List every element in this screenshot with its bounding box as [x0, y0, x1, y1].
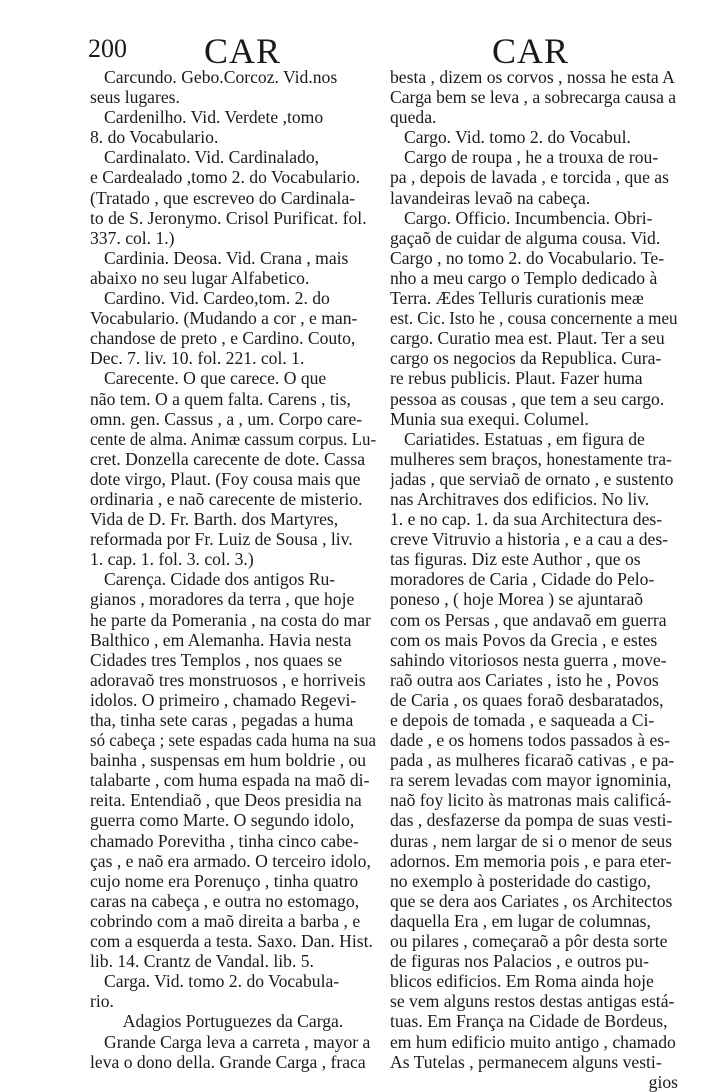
- text-line: poneso , ( hoje Morea ) se ajuntaraõ: [390, 589, 644, 610]
- text-line: com a esquerda a testa. Saxo. Dan. Hist.: [90, 931, 373, 952]
- text-line: das , desfazerse da pompa de suas vesti-: [390, 810, 673, 831]
- text-line: gianos , moradores da terra , que hoje: [90, 589, 355, 610]
- text-line: nas Architraves dos edificios. No liv.: [390, 488, 650, 509]
- right-column: [390, 67, 678, 1092]
- text-line: (Tratado , que escreveo do Cardinala-: [90, 187, 356, 208]
- text-line: naõ foy licito às matronas mais calificá-: [390, 790, 672, 811]
- text-line: lib. 14. Crantz de Vandal. lib. 5.: [90, 951, 314, 972]
- text-line: não tem. O a quem falta. Carens , tis,: [90, 388, 351, 409]
- text-line: Cargo de roupa , he a trouxa de rou-: [404, 147, 659, 168]
- text-line: e depois de tomada , e saqueada a Ci-: [390, 710, 655, 730]
- text-line: Cardenilho. Vid. Verdete ,tomo: [104, 107, 324, 128]
- text-line: com os Persas , que andavaõ em guerra: [390, 609, 667, 630]
- text-line: Vida de D. Fr. Barth. dos Martyres,: [90, 509, 339, 530]
- text-line: Adagios Portuguezes da Carga.: [122, 1011, 344, 1032]
- text-line: ças , e naõ era armado. O terceiro idolo,: [90, 850, 371, 871]
- text-line: no exemplo à posteridade do castigo,: [390, 870, 651, 891]
- text-line: Cargo. Vid. tomo 2. do Vocabul.: [404, 127, 631, 148]
- text-line: Carga bem se leva , a sobrecarga causa a: [390, 87, 677, 108]
- text-line: tha, tinha sete caras , pegadas a huma: [90, 710, 354, 730]
- text-line: chandose de preto , e Cardino. Couto,: [90, 328, 356, 349]
- text-line: pa , depois de lavada , e torcida , que as: [390, 167, 669, 188]
- text-line: pessoa as cousas , que tem a seu cargo.: [390, 388, 665, 409]
- text-line: re rebus publicis. Plaut. Fazer huma: [390, 368, 643, 389]
- text-line: nho a meu cargo o Templo dedicado à: [390, 267, 658, 288]
- text-line: reita. Entendiaõ , que Deos presidia na: [90, 790, 362, 811]
- page-header: [0, 30, 709, 72]
- text-line: Balthico , em Alemanha. Havia nesta: [90, 629, 352, 650]
- text-line: guerra como Marte. O segundo idolo,: [90, 810, 355, 831]
- running-head-right: CAR: [492, 31, 570, 71]
- text-line: ou pilares , começaraõ a pôr desta sorte: [390, 931, 668, 952]
- text-line: Dec. 7. liv. 10. fol. 221. col. 1.: [90, 348, 305, 369]
- text-line: com os mais Povos da Grecia , e estes: [390, 629, 658, 650]
- text-line: só cabeça ; sete espadas cada huma na sua: [90, 730, 376, 751]
- text-line: Munia sua exequi. Columel.: [390, 408, 589, 429]
- text-line: omn. gen. Cassus , a , um. Corpo care-: [90, 408, 363, 429]
- text-line: Carecente. O que carece. O que: [104, 368, 327, 389]
- text-line: em hum edificio muito antigo , chamado: [390, 1031, 676, 1052]
- text-line: adornos. Em memoria pois , e para eter-: [390, 850, 672, 871]
- text-line: de figuras nos Palacios , e outros pu-: [390, 951, 649, 972]
- text-line: 337. col. 1.): [90, 227, 175, 248]
- text-line: adoravaõ tres monstruosos , e horriveis: [90, 669, 366, 690]
- text-line: Carga. Vid. tomo 2. do Vocabula-: [104, 971, 340, 992]
- text-line: besta , dizem os corvos , nossa he esta A: [390, 67, 675, 87]
- text-line: ordinaria , e naõ carecente de misterio.: [90, 488, 363, 509]
- text-line: Cardinalato. Vid. Cardinalado,: [104, 147, 320, 168]
- left-column: [90, 67, 376, 1072]
- text-line: he parte da Pomerania , na costa do mar: [90, 609, 371, 630]
- text-line: 1. cap. 1. fol. 3. col. 3.): [90, 549, 254, 570]
- text-line: Cargo , no tomo 2. do Vocabulario. Te-: [390, 247, 665, 268]
- text-line: est. Cic. Isto he , cousa concernente a meu: [390, 308, 678, 329]
- text-line: gaçaõ de cuidar de alguma cousa. Vid.: [390, 227, 661, 248]
- text-line: Cidades tres Templos , nos quaes se: [90, 649, 343, 670]
- text-line: seus lugares.: [90, 87, 180, 108]
- text-line: duras , nem largar de si o menor de seus: [390, 830, 673, 851]
- text-line: idolos. O primeiro , chamado Regevi-: [90, 689, 357, 710]
- text-line: tuas. Em França na Cidade de Bordeus,: [390, 1011, 668, 1032]
- text-line: sahindo vitoriosos nesta guerra , move-: [390, 649, 667, 670]
- text-line: dade , e os homens todos passados à es-: [390, 730, 670, 751]
- text-line: cente de alma. Animæ cassum corpus. Lu-: [90, 428, 376, 449]
- text-line: pada , as mulheres ficaraõ cativas , e pa-: [390, 750, 675, 771]
- text-line: to de S. Jeronymo. Crisol Purificat. fol.: [90, 207, 367, 228]
- text-line: gios: [648, 1071, 678, 1092]
- text-line: 8. do Vocabulario.: [90, 127, 219, 148]
- text-line: bainha , suspensas em hum boldrie , ou: [90, 750, 367, 771]
- text-line: Carença. Cidade dos antigos Ru-: [104, 569, 336, 590]
- text-line: cargo. Curatio mea est. Plaut. Ter a seu: [390, 328, 665, 349]
- text-line: moradores de Caria , Cidade do Pelo-: [390, 569, 655, 590]
- text-line: reformada por Fr. Luiz de Sousa , liv.: [90, 529, 353, 550]
- text-line: Cariatides. Estatuas , em figura de: [404, 428, 645, 449]
- text-line: lavandeiras levaõ na cabeça.: [390, 187, 591, 208]
- text-line: Cardino. Vid. Cardeo,tom. 2. do: [104, 288, 330, 309]
- text-line: e Cardealado ,tomo 2. do Vocabulario.: [90, 167, 361, 188]
- text-line: abaixo no seu lugar Alfabetico.: [90, 267, 310, 288]
- text-line: raõ outra aos Cariates , isto he , Povos: [390, 669, 659, 690]
- text-line: creve Vitruvio a historia , e a cau a des-: [390, 529, 669, 550]
- text-line: daquella Era , em lugar de columnas,: [390, 910, 651, 931]
- text-line: blicos edificios. Em Roma ainda hoje: [390, 971, 654, 992]
- text-line: Cargo. Officio. Incumbencia. Obri-: [404, 207, 653, 228]
- text-line: dote virgo, Plaut. (Foy cousa mais que: [90, 468, 361, 489]
- text-line: jadas , que serviaõ de ornato , e sustento: [390, 468, 674, 489]
- text-line: ra serem levadas com mayor ignominia,: [390, 770, 672, 791]
- text-line: de Caria , os quaes foraõ desbaratados,: [390, 689, 664, 710]
- text-line: Grande Carga leva a carreta , mayor a: [104, 1031, 371, 1052]
- text-line: Terra. Ædes Telluris curationis meæ: [390, 288, 644, 309]
- text-line: chamado Porevitha , tinha cinco cabe-: [90, 830, 359, 851]
- text-line: cret. Donzella carecente de dote. Cassa: [90, 448, 365, 469]
- text-line: 1. e no cap. 1. da sua Architectura des-: [390, 509, 663, 530]
- text-line: que se dera aos Cariates , os Architectos: [390, 890, 673, 911]
- text-line: mulheres sem braços, honestamente tra-: [390, 448, 672, 469]
- text-line: leva o dono della. Grande Carga , fraca: [90, 1051, 366, 1072]
- text-line: cargo os negocios da Republica. Cura-: [390, 348, 662, 369]
- text-line: caras na cabeça , e outra no estomago,: [90, 890, 360, 911]
- page-number: 200: [88, 34, 127, 63]
- text-line: As Tutelas , permanecem alguns vesti-: [390, 1051, 662, 1072]
- text-line: Cardinia. Deosa. Vid. Crana , mais: [104, 247, 349, 268]
- text-line: Carcundo. Gebo.Corcoz. Vid.nos: [104, 67, 338, 87]
- text-line: queda.: [390, 107, 437, 128]
- text-line: talabarte , com huma espada na maõ di-: [90, 770, 370, 791]
- text-line: cobrindo com a maõ direita a barba , e: [90, 910, 361, 931]
- running-head-left: CAR: [204, 31, 282, 71]
- text-line: tas figuras. Diz este Author , que os: [390, 549, 641, 570]
- text-line: se vem alguns restos destas antigas está-: [390, 991, 675, 1012]
- text-line: cujo nome era Porenuço , tinha quatro: [90, 870, 359, 891]
- text-line: Vocabulario. (Mudando a cor , e man-: [90, 308, 358, 329]
- text-line: rio.: [90, 991, 114, 1012]
